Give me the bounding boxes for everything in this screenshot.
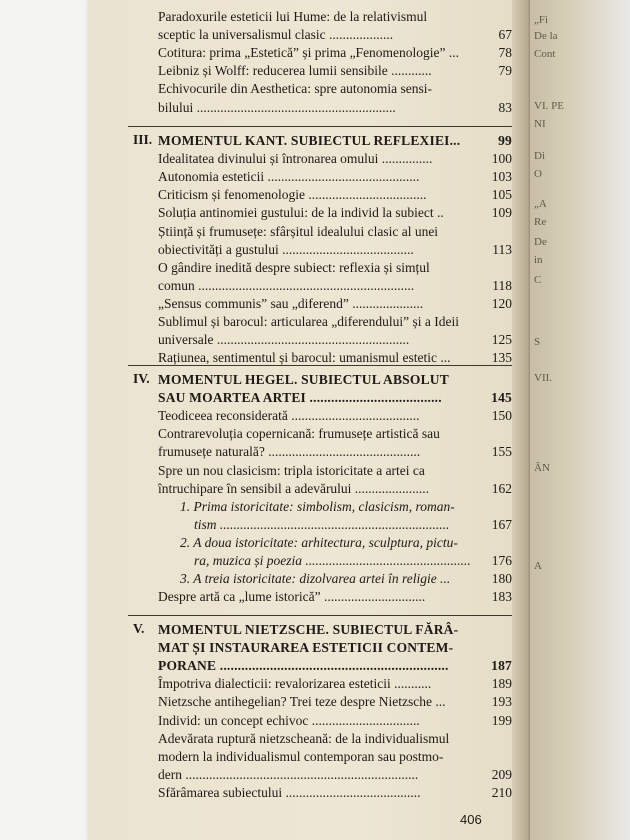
facing-page-fragment: De la: [534, 30, 558, 42]
toc-entry-page: 167: [491, 516, 512, 532]
toc-entry-text: Criticism și fenomenologie ...................................: [158, 187, 427, 203]
section-title: SAU MOARTEA ARTEI .....................................: [158, 390, 442, 406]
toc-entry-text: Spre un nou clasicism: tripla istoricitate a artei ca: [158, 462, 425, 478]
toc-entry-text: Idealitatea divinului și întronarea omului ...............: [158, 151, 433, 167]
toc-entry-text: Individ: un concept echivoc ................................: [158, 712, 420, 728]
facing-page-fragment: VI. PE: [534, 100, 564, 112]
section-number: III.: [133, 132, 153, 147]
toc-entry-text: Despre artă ca „lume istorică” ..............................: [158, 589, 426, 605]
toc-entry-page: 125: [491, 332, 512, 348]
toc-entry-text: 1. Prima istoricitate: simbolism, clasicism, roman-: [180, 498, 455, 514]
facing-page-fragment: NI: [534, 118, 546, 130]
facing-page-fragment: „A: [534, 198, 547, 210]
facing-page-fragment: C: [534, 274, 542, 286]
toc-entry-text: Sfărâmarea subiectului ........................................: [158, 784, 421, 800]
toc-entry-text: întruchipare în sensibil a adevărului ......................: [158, 480, 430, 496]
toc-entry-text: 2. A doua istoricitate: arhitectura, sculptura, pictu-: [180, 534, 458, 550]
toc-entry-text: ra, muzica și poezia .................................................: [194, 553, 471, 568]
facing-page-fragment: A: [534, 560, 542, 572]
toc-entry-page: 189: [491, 676, 512, 692]
toc-entry-text: 3. A treia istoricitate: dizolvarea artei în religie ...: [180, 571, 451, 587]
toc-entry-page: 193: [491, 694, 512, 710]
section-number: V.: [133, 621, 145, 636]
section-page: 99: [498, 133, 512, 148]
toc-entry-text: Sublimul și barocul: articularea „diferendului” și a Ideii: [158, 314, 460, 329]
section-title: PORANE ................................................................: [158, 658, 449, 674]
toc-entry-text: Împotriva dialecticii: revalorizarea esteticii ...........: [158, 676, 432, 692]
toc-entry-page: 210: [491, 784, 512, 800]
toc-entry-page: 79: [498, 63, 512, 79]
toc-entry-text: Cotitura: prima „Estetică” și prima „Fenomenologie” ...: [158, 45, 460, 61]
toc-entry-text: Paradoxurile esteticii lui Hume: de la relativismul: [158, 9, 428, 24]
facing-page-fragment: De: [534, 236, 547, 248]
section-page: 187: [491, 658, 512, 674]
toc-entry-page: 180: [491, 571, 512, 587]
toc-entry-page: 67: [498, 27, 512, 43]
toc-entry-page: 183: [491, 589, 512, 605]
toc-entry-text: Echivocurile din Aesthetica: spre autonomia sensi-: [158, 81, 433, 97]
toc-entry-text: Autonomia esteticii .............................................: [158, 169, 420, 185]
toc-entry-text: Nietzsche antihegelian? Trei teze despre Nietzsche ...: [158, 694, 446, 710]
toc-entry-text: Soluția antinomiei gustului: de la individ la subiect ..: [158, 205, 444, 221]
section-page: 145: [491, 390, 512, 406]
toc-entry-page: 209: [491, 766, 512, 782]
toc-entry-page: 109: [491, 205, 512, 221]
facing-page-fragment: O: [534, 168, 542, 180]
section-rule: [128, 365, 512, 366]
toc-entry-text: Contrarevoluția copernicană: frumusețe artistică sau: [158, 426, 440, 442]
facing-page-fragment: in: [534, 254, 543, 266]
toc-entry-page: 120: [491, 295, 512, 311]
toc-entry-text: „Sensus communis” sau „diferend” .....................: [158, 295, 424, 311]
toc-entry-page: 150: [491, 408, 512, 424]
facing-page-fragment: S: [534, 336, 541, 348]
toc-entry-text: modern la individualismul contemporan sau postmo-: [158, 748, 444, 764]
toc-entry-page: 105: [491, 187, 512, 203]
toc-entry-page: 199: [491, 712, 512, 728]
section-rule: [128, 615, 512, 616]
toc-entry-page: 100: [491, 151, 512, 167]
toc-entry-text: sceptic la universalismul clasic ...................: [158, 27, 394, 43]
facing-page-fragment: ÂN: [534, 462, 550, 474]
toc-entry-text: Teodiceea reconsiderată ......................................: [158, 408, 420, 424]
toc-entry-text: obiectivități a gustului .......................................: [158, 241, 414, 257]
page-number: 406: [460, 812, 482, 827]
toc-entry-text: Știință și frumusețe: sfârșitul idealului clasic al unei: [158, 223, 439, 239]
section-title: MOMENTUL HEGEL. SUBIECTUL ABSOLUT: [158, 372, 449, 387]
toc-entry-page: 83: [498, 99, 512, 115]
facing-page-fragment: Di: [534, 150, 545, 162]
toc-entry-page: 176: [491, 553, 512, 568]
facing-page-fragment: Cont: [534, 48, 556, 60]
toc-entry-page: 135: [491, 350, 512, 366]
toc-entry-text: frumusețe naturală? .............................................: [158, 444, 421, 460]
toc-entry-text: universale .........................................................: [158, 332, 410, 348]
toc-entry-page: 118: [492, 277, 512, 293]
section-title: MAT ȘI INSTAURAREA ESTETICII CONTEM-: [158, 640, 454, 656]
facing-page-fragment: „Fi: [534, 14, 549, 26]
toc-entry-page: 103: [491, 169, 512, 185]
section-title: MOMENTUL NIETZSCHE. SUBIECTUL FĂRÂ-: [158, 622, 459, 637]
toc-entry-text: tism ....................................................................: [194, 516, 450, 532]
toc-entry-text: dern .....................................................................: [158, 766, 419, 782]
section-title: MOMENTUL KANT. SUBIECTUL REFLEXIEI...: [158, 133, 461, 148]
facing-page-fragment: Re: [534, 216, 547, 228]
toc-entry-text: O gândire inedită despre subiect: reflexia și simțul: [158, 259, 430, 275]
toc-entry-text: Rațiunea, sentimentul și barocul: umanismul estetic ...: [158, 350, 451, 366]
toc-entry-text: comun ................................................................: [158, 277, 415, 293]
section-number: IV.: [133, 371, 150, 386]
toc-entry-page: 78: [498, 45, 512, 61]
toc-entry-text: Adevărata ruptură nietzscheană: de la individualismul: [158, 730, 450, 746]
section-rule: [128, 126, 512, 127]
toc-entry-page: 162: [491, 480, 512, 496]
facing-page-fragment: VII.: [534, 372, 553, 384]
toc-entry-text: bilului ...........................................................: [158, 99, 396, 115]
toc-entry-page: 155: [491, 444, 512, 460]
toc-entry-page: 113: [492, 241, 512, 257]
toc-entry-text: Leibniz și Wolff: reducerea lumii sensibile ............: [158, 63, 432, 79]
